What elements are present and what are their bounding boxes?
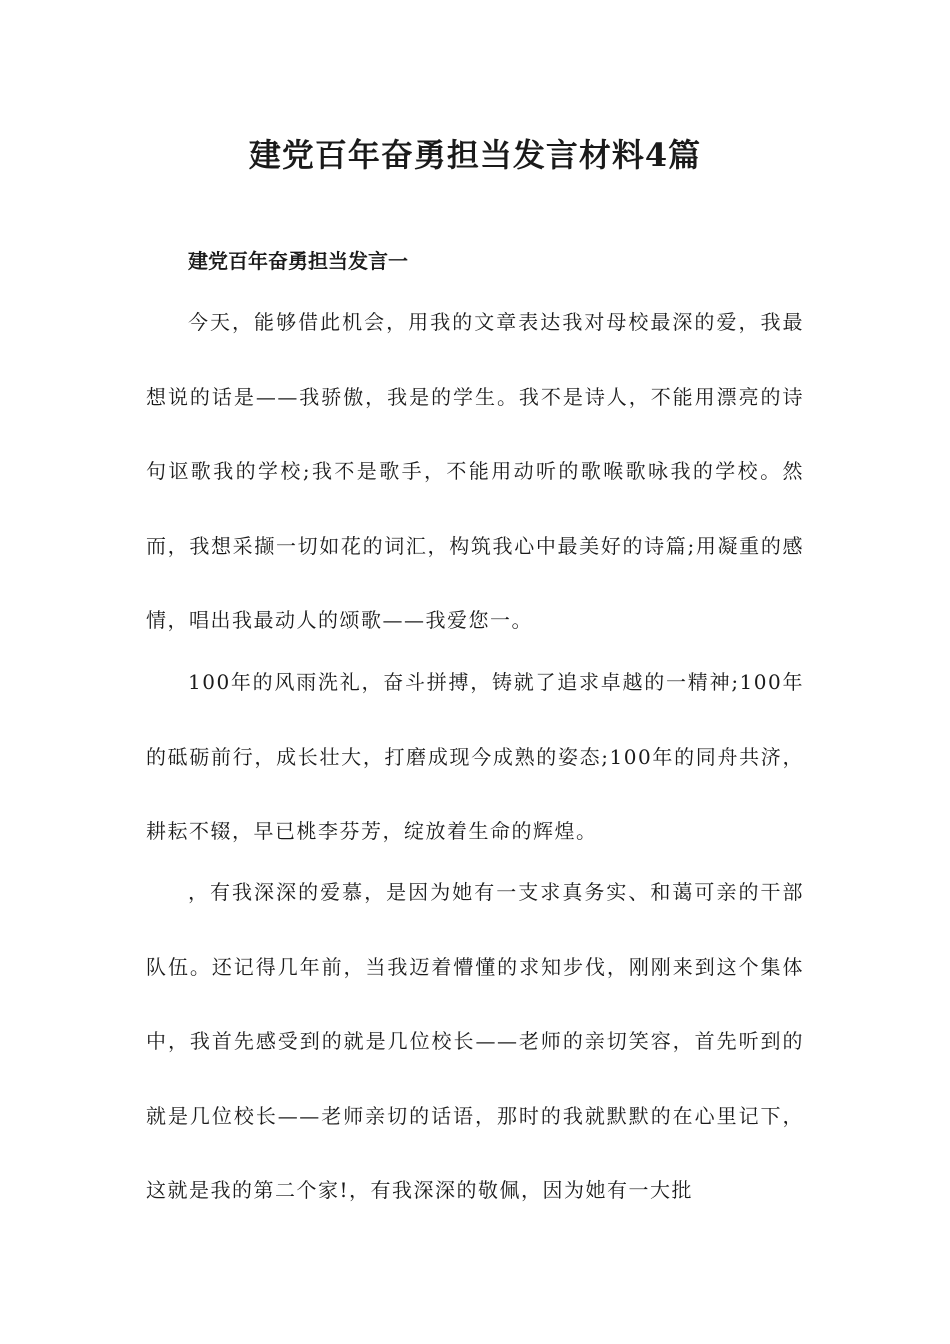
document-title: 建党百年奋勇担当发言材料4篇 (248, 136, 702, 174)
paragraph-2: 100年的风雨洗礼，奋斗拼搏，铸就了追求卓越的一精神;100年的砥砺前行，成长壮大，打磨成现今成熟的姿态;100年的同舟共济，耕耘不辍，早已桃李芬芳，绽放着生命的辉煌。 (146, 670, 804, 843)
paragraph-3: ，有我深深的爱慕，是因为她有一支求真务实、和蔼可亲的干部队伍。还记得几年前，当我迈着懵懂的求知步伐，刚刚来到这个集体中，我首先感受到的就是几位校长——老师的亲切笑容，首先听到的就是几位校长——老师亲切的话语，那时的我就默默的在心里记下，这就是我的第二个家!，有我深深的敬佩，因为她有一大批 (146, 880, 804, 1202)
paragraph-1: 今天，能够借此机会，用我的文章表达我对母校最深的爱，我最想说的话是——我骄傲，我是的学生。我不是诗人，不能用漂亮的诗句讴歌我的学校;我不是歌手，不能用动听的歌喉歌咏我的学校。然而，我想采撷一切如花的词汇，构筑我心中最美好的诗篇;用凝重的感情，唱出我最动人的颂歌——我爱您一。 (146, 310, 804, 632)
section-heading: 建党百年奋勇担当发言一 (188, 249, 408, 273)
